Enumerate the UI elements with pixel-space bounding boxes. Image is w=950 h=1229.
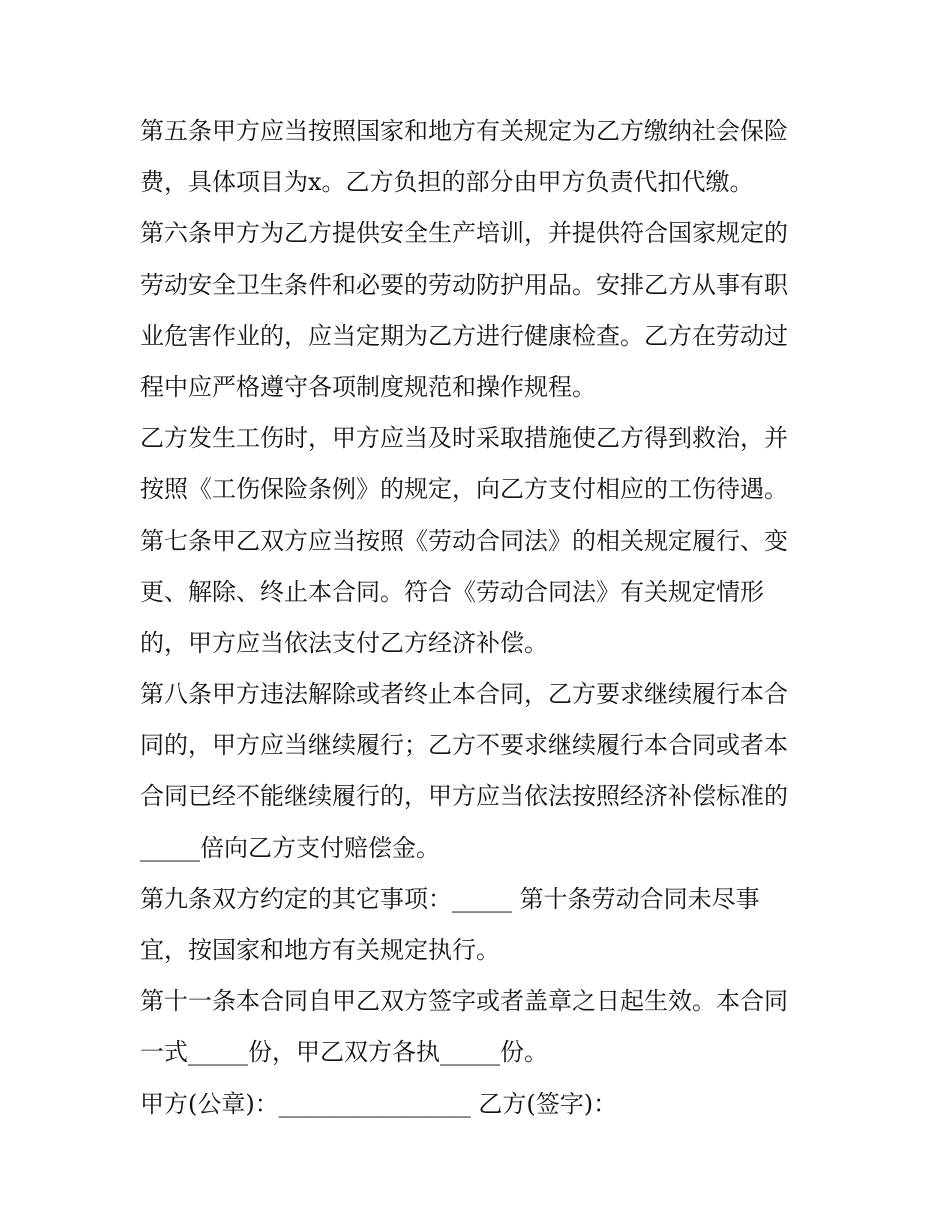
text-line-15: _____倍向乙方支付赔偿金。 bbox=[140, 833, 440, 862]
text-line-7: 乙方发生工伤时，甲方应当及时采取措施使乙方得到救治，并 bbox=[140, 424, 788, 453]
text-line-18: 第十一条本合同自甲乙双方签字或者盖章之日起生效。本合同 bbox=[140, 987, 788, 1016]
text-line-11: 的，甲方应当依法支付乙方经济补偿。 bbox=[140, 628, 548, 657]
text-line-4: 劳动安全卫生条件和必要的劳动防护用品。安排乙方从事有职 bbox=[140, 270, 788, 299]
text-line-9: 第七条甲乙双方应当按照《劳动合同法》的相关规定履行、变 bbox=[140, 526, 788, 555]
text-line-10: 更、解除、终止本合同。符合《劳动合同法》有关规定情形 bbox=[140, 577, 764, 606]
text-line-6: 程中应严格遵守各项制度规范和操作规程。 bbox=[140, 372, 596, 401]
document-body bbox=[140, 106, 820, 1130]
text-line-19: 一式_____份，甲乙双方各执_____份。 bbox=[140, 1038, 548, 1067]
text-line-14: 合同已经不能继续履行的，甲方应当依法按照经济补偿标准的 bbox=[140, 782, 788, 811]
text-line-1: 第五条甲方应当按照国家和地方有关规定为乙方缴纳社会保险 bbox=[140, 117, 788, 145]
text-line-17: 宜，按国家和地方有关规定执行。 bbox=[140, 936, 500, 964]
text-line-3: 第六条甲方为乙方提供安全生产培训，并提供符合国家规定的 bbox=[140, 219, 788, 248]
text-line-13: 同的，甲方应当继续履行；乙方不要求继续履行本合同或者本 bbox=[140, 731, 788, 760]
text-line-12: 第八条甲方违法解除或者终止本合同，乙方要求继续履行本合 bbox=[140, 680, 788, 709]
text-line-8: 按照《工伤保险条例》的规定，向乙方支付相应的工伤待遇。 bbox=[140, 475, 788, 504]
signature-line: 甲方(公章)：________________ 乙方(签字)： bbox=[140, 1089, 618, 1118]
text-line-2: 费，具体项目为x。乙方负担的部分由甲方负责代扣代缴。 bbox=[140, 168, 754, 197]
text-line-5: 业危害作业的，应当定期为乙方进行健康检查。乙方在劳动过 bbox=[140, 321, 788, 350]
text-line-16: 第九条双方约定的其它事项：_____ 第十条劳动合同未尽事 bbox=[140, 884, 760, 913]
